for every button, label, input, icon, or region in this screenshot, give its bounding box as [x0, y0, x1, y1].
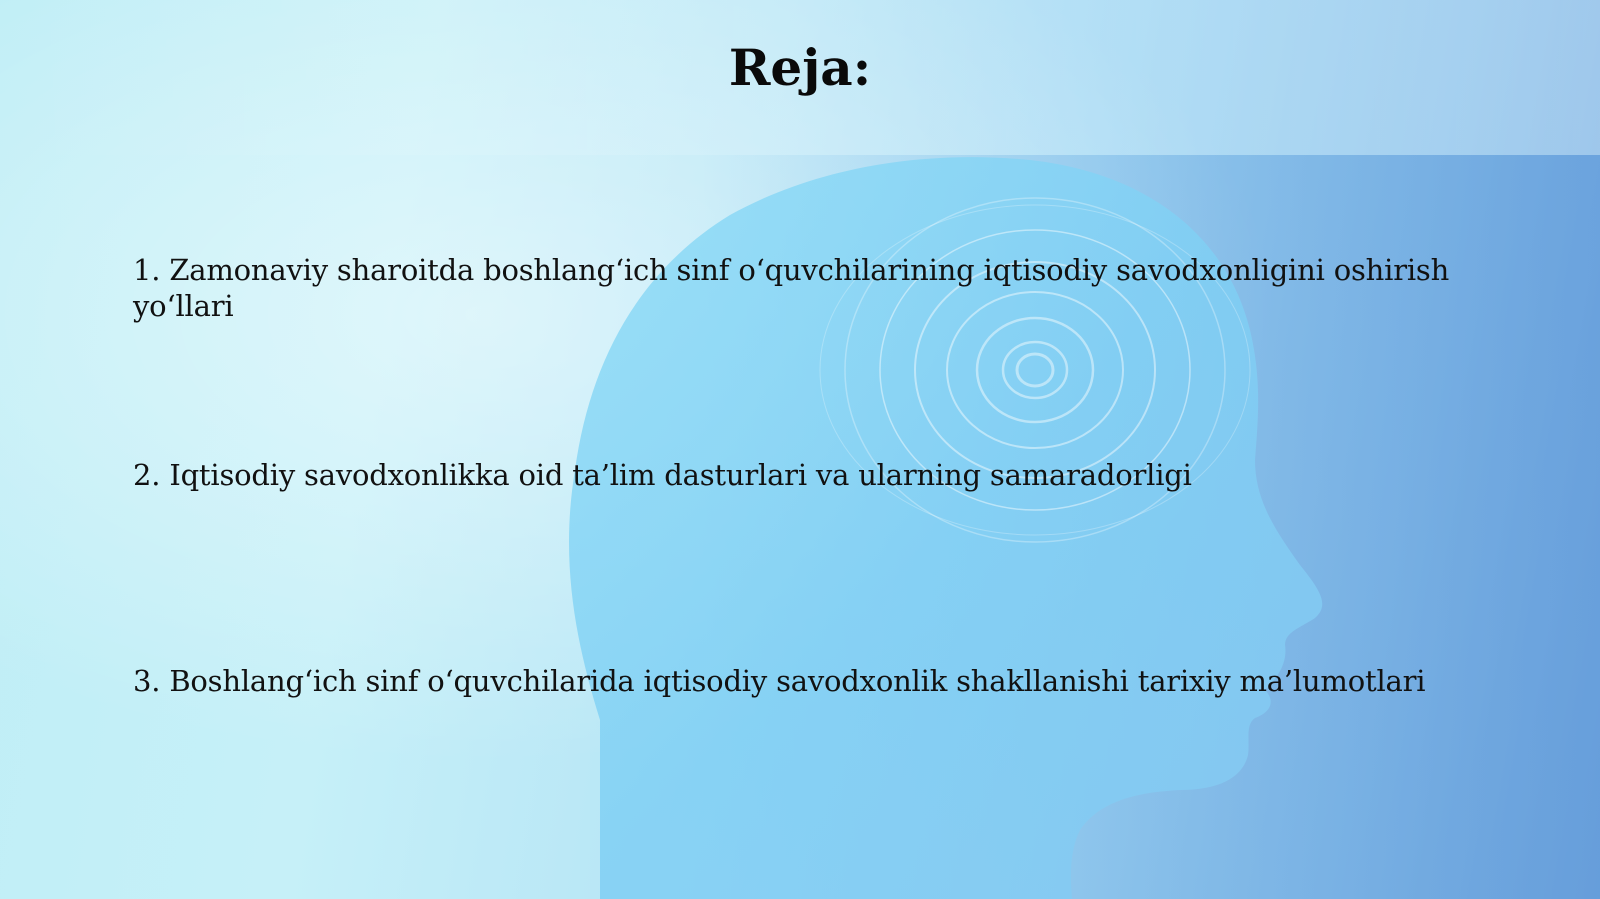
- plan-item-1: [133, 252, 1463, 324]
- slide-title: Reja:: [728, 38, 872, 97]
- plan-item-3: [133, 663, 1463, 699]
- plan-item-2: [133, 457, 1463, 493]
- plan-item-number: 1.: [133, 253, 161, 287]
- plan-item-text: Zamonaviy sharoitda boshlang‘ich sinf o‘quvchilarining iqtisodiy savodxonligini oshirish yo‘llari: [133, 253, 1450, 323]
- plan-item-number: 3.: [133, 664, 161, 698]
- plan-item-text: Iqtisodiy savodxonlikka oid ta’lim dasturlari va ularning samaradorligi: [169, 458, 1192, 492]
- plan-item-number: 2.: [133, 458, 161, 492]
- plan-item-text: Boshlang‘ich sinf o‘quvchilarida iqtisodiy savodxonlik shakllanishi tarixiy ma’lumotlari: [169, 664, 1426, 698]
